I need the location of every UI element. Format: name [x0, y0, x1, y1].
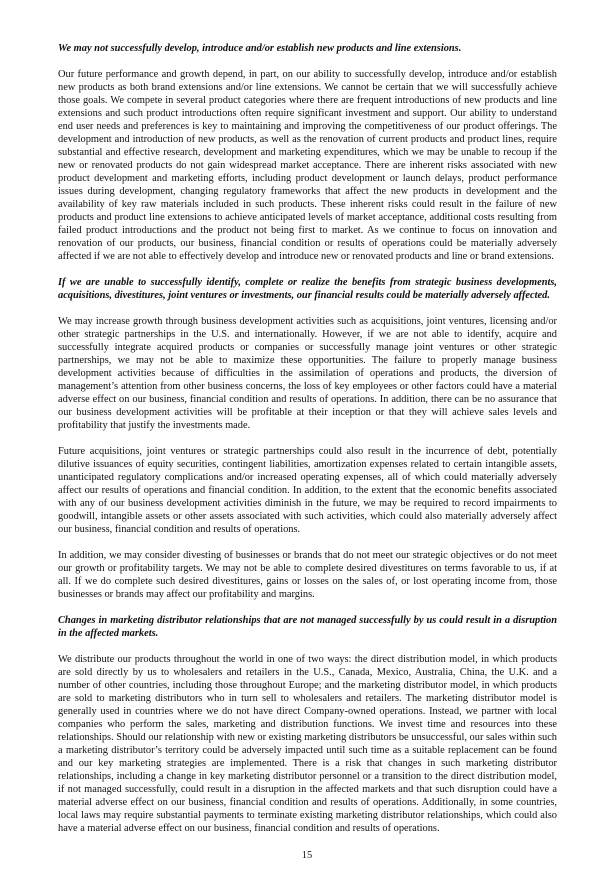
paragraph: Future acquisitions, joint ventures or strategic partnerships could also result in the incurrence of debt, potentially dilutive issuances of equity securities, contingent liabilities, amortization expenses related to certain intangible assets, unanticipated regulatory complications and/or increased operating expenses, all of which could materially adversely affect our results of operations and financial condition. In addition, to the extent that the economic benefits associated with any of our business development activities diminish in the future, we may be required to record impairments to goodwill, intangible assets or other assets associated with such activities, which could also materially adversely affect our business, financial condition and results of operations.	[58, 446, 557, 535]
paragraph: Our future performance and growth depend, in part, on our ability to successfully develop, introduce and/or establish new products as both brand extensions and/or line extensions. We cannot be certain that we will successfully achieve those goals. We compete in several product categories where there are frequent introductions of new products and line extensions and such product introductions often require significant investment and support. Our ability to understand end user needs and preferences is key to maintaining and improving the competitiveness of our product offerings. The development and introduction of new products, as well as the renovation of current products and product lines, require substantial and effective research, development and marketing expenditures, which we may be unable to recoup if the new or renovated products do not gain widespread market acceptance. There are inherent risks associated with new product development and marketing efforts, including product development or launch delays, product performance issues during development, changing regulatory frameworks that affect the new products in development and the availability of key raw materials included in such products. These inherent risks could result in the failure of new products and product line extensions to achieve anticipated levels of market acceptance, additional costs resulting from failed product introductions and the product not being first to market. As we continue to focus on innovation and renovation of our products, our business, financial condition or results of operations could be materially adversely affected if we are not able to effectively develop and introduce new or renovated products and line or brand extensions.	[58, 69, 557, 262]
paragraph: We distribute our products throughout the world in one of two ways: the direct distribution model, in which products are sold directly by us to wholesalers and retailers in the U.S., Canada, Mexico, Australia, China, the U.K. and a number of other countries, including those throughout Europe; and the marketing distributor model, in which products are sold to marketing distributors who in turn sell to wholesalers and retailers. The marketing distributor model is generally used in countries where we do not have direct Company-owned operations. Instead, we partner with local companies who perform the sales, marketing and distribution functions. We invest time and resources into these relationships. Should our relationship with new or existing marketing distributors be unsuccessful, our sales within such a marketing distributor’s territory could be adversely impacted until such time as a suitable replacement can be found and our key marketing strategies are implemented. There is a risk that changes in such marketing distributor relationships, including a change in key marketing distributor personnel or a transition to the direct distribution model, if not managed successfully, could result in a disruption in the affected markets and that such disruption could have a material adverse effect on our business, financial condition and results of operations. Additionally, in some countries, local laws may require substantial payments to terminate existing marketing distributor relationships, which could also have a material adverse effect on our business, financial condition and results of operations.	[58, 654, 557, 834]
section-heading-business-developments: If we are unable to successfully identify, complete or realize the benefits from strategic business developments, acquisitions, divestitures, joint ventures or investments, our financial results could be materially adversely affected.	[58, 277, 557, 301]
paragraph: We may increase growth through business development activities such as acquisitions, joint ventures, licensing and/or other strategic partnerships in the U.S. and internationally. However, if we are not able to identify, acquire and successfully integrate acquired products or companies or successfully manage joint ventures or other strategic partnerships, we may not be able to maximize these opportunities. The failure to properly manage business development activities because of difficulties in the assimilation of operations and products, the diversion of management’s attention from other business concerns, the loss of key employees or other factors could have a material adverse effect on our business, financial condition and results of operations. In addition, there can be no assurance that our business development activities will be profitable at their inception or that they will achieve sales levels and profitability that justify the investments made.	[58, 316, 557, 431]
paragraph: In addition, we may consider divesting of businesses or brands that do not meet our strategic objectives or do not meet our growth or profitability targets. We may not be able to complete desired divestitures on terms favorable to us, if at all. If we do complete such desired divestitures, gains or losses on the sales of, or lost operating income from, those businesses or brands may affect our profitability and margins.	[58, 550, 557, 600]
section-heading-new-products: We may not successfully develop, introduce and/or establish new products and line extensions.	[58, 43, 462, 54]
page-number: 15	[301, 850, 313, 861]
document-page	[58, 0, 557, 835]
section-heading-distributor-relationships: Changes in marketing distributor relationships that are not managed successfully by us could result in a disruption in the affected markets.	[58, 615, 557, 639]
